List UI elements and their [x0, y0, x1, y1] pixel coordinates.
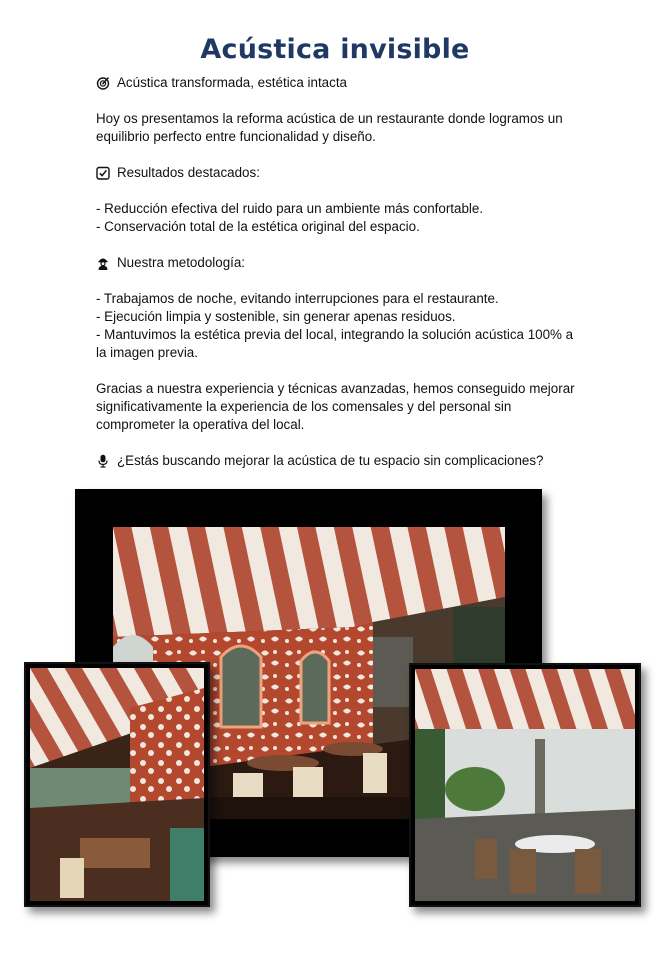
right-photo-frame — [409, 663, 641, 907]
method-list — [96, 290, 586, 362]
list-item: - Conservación total de la estética original del espacio. — [96, 219, 420, 234]
closing-paragraph: Gracias a nuestra experiencia y técnicas avanzadas, hemos conseguido mejorar significativamente la experiencia de los comensales y del personal sin comprometer la operativa del local. — [96, 381, 575, 432]
question-line — [96, 452, 586, 470]
dining-room-photo — [30, 668, 204, 901]
question: ¿Estás buscando mejorar la acústica de tu espacio sin complicaciones? — [117, 453, 544, 468]
page-title: Acústica invisible — [200, 34, 470, 65]
worker-icon — [96, 256, 110, 270]
list-item: - Trabajamos de noche, evitando interrupciones para el restaurante. — [96, 291, 499, 306]
results-heading: Resultados destacados: — [117, 165, 260, 180]
results-heading-line — [96, 164, 586, 182]
subtitle: Acústica transformada, estética intacta — [117, 75, 347, 90]
list-item: - Ejecución limpia y sostenible, sin generar apenas residuos. — [96, 309, 456, 324]
microphone-icon — [96, 454, 110, 468]
checkbox-icon — [96, 166, 110, 180]
left-photo-frame — [24, 662, 210, 907]
target-icon — [96, 76, 110, 90]
terrace-photo — [415, 669, 635, 901]
intro-paragraph: Hoy os presentamos la reforma acústica de un restaurante donde logramos un equilibrio perfecto entre funcionalidad y diseño. — [96, 111, 563, 144]
list-item: - Mantuvimos la estética previa del local, integrando la solución acústica 100% a la imagen previa. — [96, 327, 574, 360]
post-body — [96, 74, 586, 470]
subtitle-line — [96, 74, 586, 92]
results-list — [96, 200, 586, 236]
list-item: - Reducción efectiva del ruido para un ambiente más confortable. — [96, 201, 484, 216]
method-heading: Nuestra metodología: — [117, 255, 246, 270]
method-heading-line — [96, 254, 586, 272]
